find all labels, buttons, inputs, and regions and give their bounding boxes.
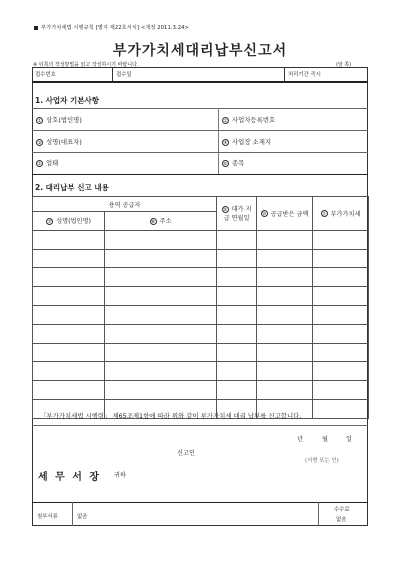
- payment-table: [32, 196, 369, 419]
- table-cell[interactable]: [33, 287, 105, 306]
- form-header-note: 부가가치세법 시행규칙 [별지 제22호서식] <개정 2011.3.24>: [34, 24, 189, 31]
- receipt-number-label: 접수번호: [35, 72, 56, 78]
- table-cell[interactable]: [217, 230, 257, 249]
- table-row: [33, 268, 369, 287]
- table-cell[interactable]: [257, 230, 313, 249]
- fee-label: 수수료: [334, 507, 350, 513]
- column-supplier-address: ⑧ 주소: [105, 212, 217, 231]
- circled-number-icon: ⑨: [222, 207, 228, 213]
- table-cell[interactable]: [313, 305, 369, 324]
- table-row: [33, 230, 369, 249]
- table-row: [33, 362, 369, 381]
- table-cell[interactable]: [33, 324, 105, 343]
- table-cell[interactable]: [33, 362, 105, 381]
- table-cell[interactable]: [257, 268, 313, 287]
- table-cell[interactable]: [105, 305, 217, 324]
- section2-title: 2. 대리납부 신고 내용: [35, 183, 109, 192]
- table-cell[interactable]: [313, 399, 369, 418]
- table-cell[interactable]: [257, 324, 313, 343]
- table-cell[interactable]: [313, 249, 369, 268]
- table-cell[interactable]: [217, 268, 257, 287]
- page-side-label: (앞 쪽): [336, 62, 352, 68]
- form-title: 부가가치세대리납부신고서: [112, 43, 288, 59]
- footer-column-divider: [318, 502, 319, 526]
- field-business-name: ① 상호(법인명): [37, 116, 82, 124]
- declaration-text: 「부가가치세법 시행령」 제65조제1항에 따라 위와 같이 부가가치세 대리 납부를 신고합니다.: [40, 412, 302, 420]
- table-cell[interactable]: [105, 324, 217, 343]
- fee-value: 없음: [336, 517, 347, 523]
- table-cell[interactable]: [313, 268, 369, 287]
- table-cell[interactable]: [313, 362, 369, 381]
- divider: [32, 425, 368, 426]
- processing-period-label: 처리기간 즉시: [288, 72, 321, 78]
- table-cell[interactable]: [105, 249, 217, 268]
- attachments-label: 첨부서류: [37, 514, 58, 520]
- table-cell[interactable]: [257, 381, 313, 400]
- column-payment-date: ⑨ 대가 지급 연월일: [217, 197, 257, 231]
- field-business-item: ⑥ 종목: [223, 159, 245, 167]
- table-cell[interactable]: [33, 249, 105, 268]
- table-cell[interactable]: [313, 343, 369, 362]
- table-cell[interactable]: [217, 381, 257, 400]
- table-row: [33, 381, 369, 400]
- circled-number-icon: ⑦: [47, 219, 52, 225]
- circled-number-icon: ⑩: [261, 212, 267, 218]
- table-cell[interactable]: [105, 268, 217, 287]
- attachments-value: 없음: [77, 514, 88, 520]
- tax-office-label: 세 무 서 장: [38, 472, 102, 483]
- signature-label: (서명 또는 인): [305, 458, 339, 464]
- table-row: [33, 343, 369, 362]
- table-cell[interactable]: [33, 343, 105, 362]
- field-business-address: ④ 사업장 소재지: [223, 138, 272, 146]
- table-cell[interactable]: [257, 343, 313, 362]
- circled-number-icon: ⑪: [321, 212, 327, 218]
- divider: [32, 152, 368, 153]
- date-year-label: 년: [297, 436, 303, 443]
- field-registration-number: ② 사업자등록번호: [223, 116, 276, 124]
- circled-number-icon: ⑤: [37, 161, 42, 167]
- receipt-divider: [112, 67, 113, 81]
- table-cell[interactable]: [105, 230, 217, 249]
- table-cell[interactable]: [257, 287, 313, 306]
- table-row: [33, 287, 369, 306]
- table-cell[interactable]: [257, 305, 313, 324]
- table-row: [33, 249, 369, 268]
- table-cell[interactable]: [217, 305, 257, 324]
- date-month-label: 월: [322, 436, 328, 443]
- table-cell[interactable]: [257, 249, 313, 268]
- table-cell[interactable]: [217, 343, 257, 362]
- divider: [32, 108, 368, 109]
- section1-column-divider: [218, 108, 219, 174]
- table-cell[interactable]: [217, 287, 257, 306]
- table-cell[interactable]: [313, 381, 369, 400]
- table-cell[interactable]: [313, 287, 369, 306]
- table-cell[interactable]: [105, 381, 217, 400]
- divider: [32, 130, 368, 131]
- declarant-label: 신고인: [177, 450, 195, 457]
- table-cell[interactable]: [105, 287, 217, 306]
- instruction-note: ※ 뒤쪽의 작성방법을 읽고 작성하시기 바랍니다.: [33, 62, 139, 68]
- circled-number-icon: ②: [223, 118, 228, 124]
- section-divider: [32, 174, 368, 175]
- square-bullet-icon: [34, 26, 38, 30]
- circled-number-icon: ⑥: [223, 161, 228, 167]
- table-cell[interactable]: [105, 343, 217, 362]
- table-cell[interactable]: [217, 249, 257, 268]
- column-supplier-name: ⑦ 성명(법인명): [33, 212, 105, 231]
- circled-number-icon: ①: [37, 118, 42, 124]
- table-cell[interactable]: [217, 324, 257, 343]
- circled-number-icon: ⑧: [150, 219, 156, 225]
- receipt-date-label: 접수일: [116, 72, 132, 78]
- table-cell[interactable]: [105, 362, 217, 381]
- table-cell[interactable]: [33, 268, 105, 287]
- table-cell[interactable]: [217, 362, 257, 381]
- field-representative: ③ 성명(대표자): [37, 138, 82, 146]
- date-day-label: 일: [346, 436, 352, 443]
- section1-title: 1. 사업자 기본사항: [35, 96, 100, 105]
- table-cell[interactable]: [33, 381, 105, 400]
- table-cell[interactable]: [313, 324, 369, 343]
- supplier-header: 용역 공급자: [33, 197, 217, 212]
- table-cell[interactable]: [33, 305, 105, 324]
- table-cell[interactable]: [33, 230, 105, 249]
- table-cell[interactable]: [257, 362, 313, 381]
- receipt-divider: [284, 67, 285, 81]
- field-business-type: ⑤ 업태: [37, 159, 59, 167]
- footer-column-divider: [72, 502, 73, 526]
- table-row: [33, 324, 369, 343]
- addressee-suffix: 귀하: [114, 472, 126, 479]
- column-amount: ⑩ 공급받은 금액: [257, 197, 313, 231]
- circled-number-icon: ③: [37, 140, 42, 146]
- table-cell[interactable]: [313, 230, 369, 249]
- circled-number-icon: ④: [223, 140, 228, 146]
- table-row: [33, 305, 369, 324]
- column-vat: ⑪ 부가가치세: [313, 197, 369, 231]
